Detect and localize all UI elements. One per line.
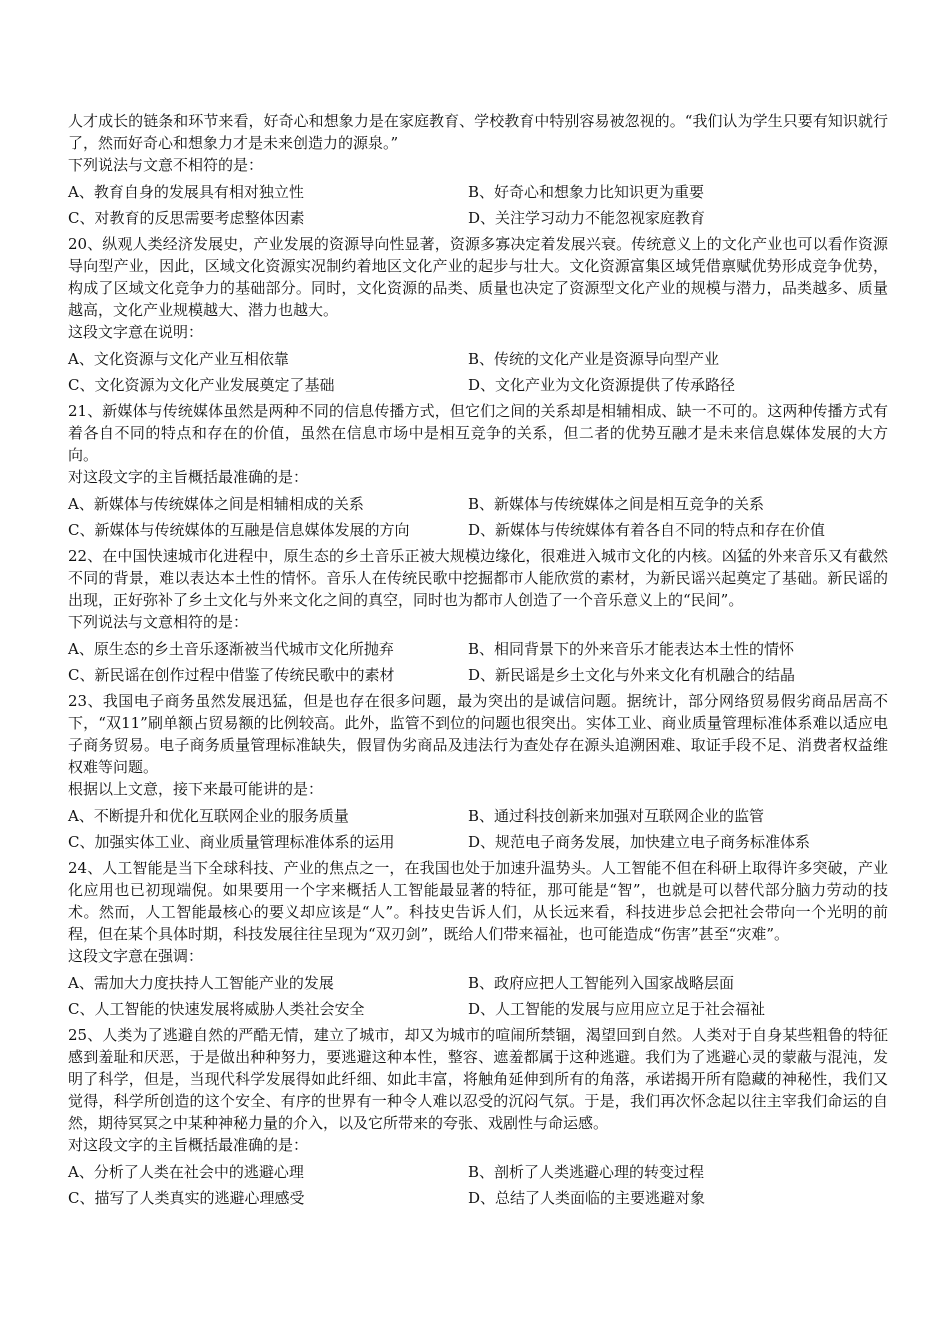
option-b: B、剖析了人类逃避心理的转变过程 <box>468 1163 705 1181</box>
option-c: C、描写了人类真实的逃避心理感受 <box>68 1189 305 1207</box>
option-d: D、规范电子商务发展，加快建立电子商务标准体系 <box>468 833 811 851</box>
option-d: D、新民谣是乡土文化与外来文化有机融合的结晶 <box>468 666 796 684</box>
option-d: D、文化产业为文化资源提供了传承路径 <box>468 376 736 394</box>
options <box>68 636 888 688</box>
passage: 人才成长的链条和环节来看，好奇心和想象力是在家庭教育、学校教育中特别容易被忽视的。“我们认为学生只要有知识就行了，然而好奇心和想象力才是未来创造力的源泉。” <box>68 112 888 152</box>
question-19 <box>68 110 888 231</box>
options <box>68 491 888 543</box>
option-b: B、传统的文化产业是资源导向型产业 <box>468 350 720 368</box>
option-d: D、新媒体与传统媒体有着各自不同的特点和存在价值 <box>468 521 826 539</box>
option-d: D、关注学习动力不能忽视家庭教育 <box>468 209 706 227</box>
option-b: B、政府应把人工智能列入国家战略层面 <box>468 974 735 992</box>
passage: 22、在中国快速城市化进程中，原生态的乡土音乐正被大规模边缘化，很难进入城市文化的内核。凶猛的外来音乐又有截然不同的背景，难以表达本土性的情怀。音乐人在传统民歌中挖掘都市人能欣赏的素材，为新民谣兴起奠定了基础。新民谣的出现，正好弥补了乡土文化与外来文化之间的真空，同时也为都市人创造了一个音乐意义上的“民间”。 <box>68 547 888 609</box>
option-a: A、需加大力度扶持人工智能产业的发展 <box>68 974 334 992</box>
passage: 20、纵观人类经济发展史，产业发展的资源导向性显著，资源多寡决定着发展兴衰。传统意义上的文化产业也可以看作资源导向型产业，因此，区域文化资源实况制约着地区文化产业的起步与壮大。文化资源富集区域凭借禀赋优势形成竞争优势，构成了区域文化竞争力的基础部分。同时，文化资源的品类、质量也决定了资源型文化产业的规模与潜力，品类越多、质量越高，文化产业规模越大、潜力也越大。 <box>68 235 888 319</box>
question-23 <box>68 690 888 855</box>
question-20 <box>68 233 888 398</box>
question-stem: 根据以上文意，接下来最可能讲的是： <box>68 780 324 798</box>
passage: 23、我国电子商务虽然发展迅猛，但是也存在很多问题，最为突出的是诚信问题。据统计，部分网络贸易假劣商品居高不下，“双11”刷单额占贸易额的比例较高。此外，监管不到位的问题也很突出。实体工业、商业质量管理标准体系难以适应电子商务贸易。电子商务质量管理标准缺失，假冒伪劣商品及违法行为查处存在源头追溯困难、取证手段不足、消费者权益维权难等问题。 <box>68 692 888 776</box>
option-a: A、原生态的乡土音乐逐渐被当代城市文化所抛弃 <box>68 640 394 658</box>
question-stem: 对这段文字的主旨概括最准确的是： <box>68 468 309 486</box>
option-c: C、人工智能的快速发展将威胁人类社会安全 <box>68 1000 365 1018</box>
passage: 24、人工智能是当下全球科技、产业的焦点之一，在我国也处于加速升温势头。人工智能不但在科研上取得许多突破，产业化应用也已初现端倪。如果要用一个字来概括人工智能最显著的特征，那可能是“智”，也就是可以替代部分脑力劳动的技术。然而，人工智能最核心的要义却应该是“人”。科技史告诉人们，从长远来看，科技进步总会把社会带向一个光明的前程，但在某个具体时期，科技发展往往呈现为“双刃剑”，既给人们带来福祉，也可能造成“伤害”甚至“灾难”。 <box>68 859 888 943</box>
option-b: B、新媒体与传统媒体之间是相互竞争的关系 <box>468 495 765 513</box>
options <box>68 179 888 231</box>
question-22 <box>68 545 888 688</box>
option-c: C、新民谣在创作过程中借鉴了传统民歌中的素材 <box>68 666 395 684</box>
option-b: B、通过科技创新来加强对互联网企业的监管 <box>468 807 765 825</box>
option-a: A、教育自身的发展具有相对独立性 <box>68 183 304 201</box>
option-b: B、相同背景下的外来音乐才能表达本土性的情怀 <box>468 640 795 658</box>
option-c: C、新媒体与传统媒体的互融是信息媒体发展的方向 <box>68 521 410 539</box>
option-a: A、不断提升和优化互联网企业的服务质量 <box>68 807 349 825</box>
question-stem: 这段文字意在说明： <box>68 323 204 341</box>
question-24 <box>68 857 888 1022</box>
question-21 <box>68 400 888 543</box>
options <box>68 346 888 398</box>
option-c: C、对教育的反思需要考虑整体因素 <box>68 209 305 227</box>
option-c: C、加强实体工业、商业质量管理标准体系的运用 <box>68 833 395 851</box>
question-stem: 下列说法与文意相符的是： <box>68 613 249 631</box>
question-stem: 这段文字意在强调： <box>68 947 204 965</box>
option-a: A、分析了人类在社会中的逃避心理 <box>68 1163 304 1181</box>
options <box>68 803 888 855</box>
options <box>68 970 888 1022</box>
passage: 25、人类为了逃避自然的严酷无情，建立了城市，却又为城市的喧闹所禁锢，渴望回到自然。人类对于自身某些粗鲁的特征感到羞耻和厌恶，于是做出种种努力，要逃避这种本性，整容、遮羞都属于这种逃避。我们为了逃避心灵的蒙蔽与混沌，发明了科学，但是，当现代科学发展得如此纤细、如此丰富，将触角延伸到所有的角落，承诺揭开所有隐藏的神秘性，我们又觉得，科学所创造的这个安全、有序的世界有一种令人难以忍受的沉闷气氛。于是，我们再次怀念起以往主宰我们命运的自然，期待冥冥之中某种神秘力量的介入，以及它所带来的夸张、戏剧性与命运感。 <box>68 1026 888 1132</box>
option-d: D、人工智能的发展与应用应立足于社会福祉 <box>468 1000 766 1018</box>
option-a: A、文化资源与文化产业互相依靠 <box>68 350 289 368</box>
option-d: D、总结了人类面临的主要逃避对象 <box>468 1189 706 1207</box>
exam-page <box>68 110 888 1213</box>
question-stem: 对这段文字的主旨概括最准确的是： <box>68 1136 309 1154</box>
option-a: A、新媒体与传统媒体之间是相辅相成的关系 <box>68 495 364 513</box>
question-stem: 下列说法与文意不相符的是： <box>68 156 264 174</box>
question-25 <box>68 1024 888 1211</box>
option-c: C、文化资源为文化产业发展奠定了基础 <box>68 376 335 394</box>
option-b: B、好奇心和想象力比知识更为重要 <box>468 183 705 201</box>
passage: 21、新媒体与传统媒体虽然是两种不同的信息传播方式，但它们之间的关系却是相辅相成、缺一不可的。这两种传播方式有着各自不同的特点和存在的价值，虽然在信息市场中是相互竞争的关系，但二者的优势互融才是未来信息媒体发展的大方向。 <box>68 402 888 464</box>
options <box>68 1159 888 1211</box>
